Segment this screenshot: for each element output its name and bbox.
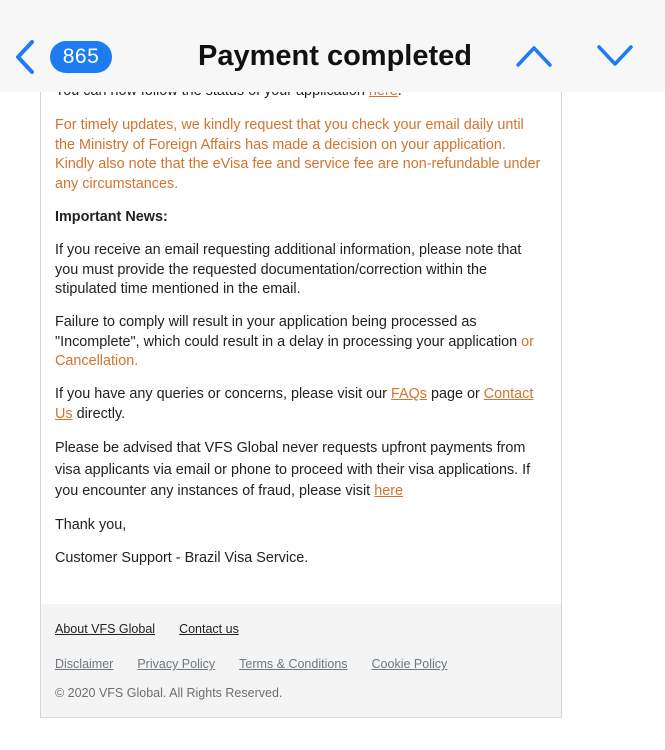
disclaimer-link[interactable]: Disclaimer: [55, 657, 114, 671]
terms-conditions-link[interactable]: Terms & Conditions: [239, 657, 348, 671]
email-footer: [41, 604, 561, 718]
about-vfs-link[interactable]: About VFS Global: [55, 622, 156, 636]
back-chevron-icon[interactable]: [12, 38, 38, 76]
down-chevron-icon[interactable]: [596, 44, 634, 68]
failure-paragraph: Failure to comply will result in your application being processed as "Incomplete", which could result in a delay in processing your application or Cancellation.: [55, 314, 534, 369]
cookie-policy-link[interactable]: Cookie Policy: [371, 657, 448, 671]
mail-nav-bar: [0, 0, 665, 92]
important-news-heading: Important News:: [55, 209, 168, 225]
footer-primary-links: [55, 622, 263, 636]
privacy-policy-link[interactable]: Privacy Policy: [137, 657, 216, 671]
up-chevron-icon[interactable]: [515, 44, 553, 68]
timely-updates-paragraph: For timely updates, we kindly request that you check your email daily until the Ministry of Foreign Affairs has made a decision on your application. Kindly also note that the eVisa fee and service fee are non-refundable under any circumstances.: [55, 117, 541, 192]
contact-us-link[interactable]: Contact Us: [55, 386, 534, 422]
queries-paragraph: If you have any queries or concerns, please visit our FAQs page or Contact Us directly.: [55, 386, 534, 422]
unread-count-badge[interactable]: 865: [50, 41, 112, 73]
copyright-text: © 2020 VFS Global. All Rights Reserved.: [55, 686, 283, 700]
faqs-link[interactable]: FAQs: [390, 386, 427, 402]
thanks-line: Thank you,: [55, 517, 127, 533]
footer-legal-links: [55, 657, 471, 671]
fraud-here-link[interactable]: here: [374, 483, 403, 499]
email-body-card: [40, 60, 562, 718]
footer-contact-us-link[interactable]: Contact us: [179, 622, 239, 636]
additional-info-paragraph: If you receive an email requesting additional information, please note that you must provide the requested documentation/correction within the stipulated time mentioned in the email.: [55, 242, 522, 297]
message-subject-title: Payment completed: [198, 40, 472, 72]
fraud-warning-paragraph: Please be advised that VFS Global never requests upfront payments from visa applicants via email or phone to proceed with their visa applications. If you encounter any instances of fraud, please visit here: [55, 440, 531, 499]
signature-line: Customer Support - Brazil Visa Service.: [55, 550, 309, 566]
